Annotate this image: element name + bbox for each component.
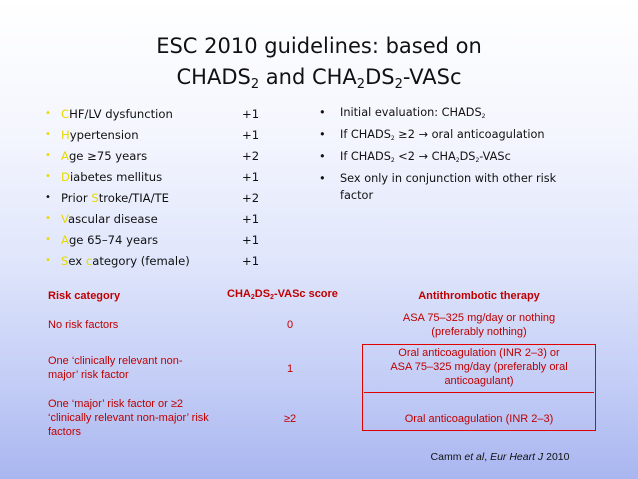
note-chads-lt2: • If $CHADS_2 <2$ → $CHA_2DS_2$-VASc [318,148,588,165]
row-2-risk: One ‘clinically relevant non-major’ risk factor [48,355,183,381]
criterion-points: +1 [242,107,260,121]
criterion-points: +1 [242,128,260,142]
highlight-divider [364,392,594,393]
bullet-icon: • [45,108,51,119]
slide-title-line-2: $CHADS_2$ and $CHA_2DS_2$-VASc [176,65,462,92]
bullet-icon: • [45,213,51,224]
criterion-points: +2 [242,149,260,163]
criterion-sex: • Sex category (female) +1 [45,251,285,271]
bullet-icon: • [45,255,51,266]
criterion-hypertension: • Hypertension +1 [45,125,285,145]
note-initial-evaluation: • Initial evaluation: $CHADS_2$ [318,104,588,121]
note-sex-conjunction: • Sex only in conjunction with other risk factor [318,170,588,204]
bullet-icon: • [45,234,51,245]
row-3-score: ≥2 [283,413,297,425]
slide-title-line-1: ESC 2010 guidelines: based on [156,34,482,58]
recommendation-highlight-box [362,344,596,431]
row-1-risk: No risk factors [48,319,119,331]
row-3-therapy: Oral anticoagulation (INR 2–3) [404,413,554,425]
header-risk-category: Risk category [48,290,121,302]
row-1-score: 0 [286,319,294,331]
bullet-icon: • [45,192,51,203]
row-2-therapy: Oral anticoagulation (INR 2–3) or ASA 75–325 mg/day (preferably oral anticoagulant) [390,347,568,387]
evaluation-notes [318,104,588,209]
header-score: $CHA_2DS_2$-VASc score [227,288,338,301]
row-3-risk: One ‘major’ risk factor or ≥2 ‘clinically relevant non-major’ risk factors [48,398,209,438]
criterion-points: +1 [242,212,260,226]
criterion-points: +1 [242,254,260,268]
criterion-age-75: • Age ≥75 years +2 [45,146,285,166]
bullet-icon: • [45,129,51,140]
criterion-age-65: • Age 65–74 years +1 [45,230,285,250]
header-antithrombotic-therapy: Antithrombotic therapy [418,290,540,302]
row-1-therapy: ASA 75–325 mg/day or nothing (preferably nothing) [402,312,556,338]
criterion-points: +1 [242,170,260,184]
bullet-icon: • [45,171,51,182]
criterion-stroke: • Prior Stroke/TIA/TE +2 [45,188,285,208]
row-2-score: 1 [286,363,294,375]
criterion-points: +1 [242,233,260,247]
criterion-diabetes: • Diabetes mellitus +1 [45,167,285,187]
bullet-icon: • [45,150,51,161]
citation: Camm et al, Eur Heart J 2010 [430,451,570,463]
criterion-points: +2 [242,191,260,205]
criterion-chf: • CHF/LV dysfunction +1 [45,104,285,124]
criterion-vascular: • Vascular disease +1 [45,209,285,229]
note-chads-ge2: • If $CHADS_2 \ge 2$ → oral anticoagulation [318,126,588,143]
